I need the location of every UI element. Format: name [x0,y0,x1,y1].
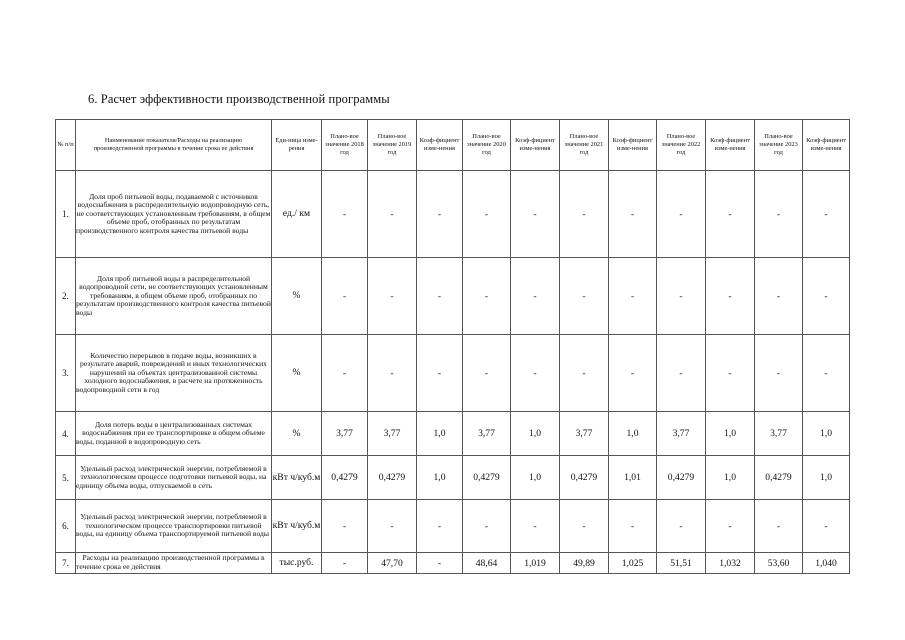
cell-value: 0,4279 [755,456,803,500]
cell-value: - [417,171,463,258]
row-number: 4. [56,412,76,456]
cell-value: 0,4279 [463,456,511,500]
header-name: Наименование показателя/Расходы на реализацию производственной программы в течение срока ее действия [76,120,272,171]
header-coef-2023: Коэф-фициент изме-нения [803,120,850,171]
cell-value: - [463,335,511,412]
cell-value: - [609,171,657,258]
row-unit: кВт ч/куб.м [272,456,322,500]
row-unit: % [272,335,322,412]
cell-value: - [368,500,417,553]
header-unit: Еди-ница изме-рения [272,120,322,171]
cell-value: 3,77 [322,412,368,456]
cell-value: - [803,335,850,412]
cell-value: 47,70 [368,553,417,574]
cell-value: - [609,258,657,335]
cell-value: - [560,171,609,258]
row-name: Удельный расход электрической энергии, потребляемой в технологическом процессе транспортировки питьевой воды, на единицу объема транспортируемой питьевой воды [76,500,272,553]
cell-value: - [322,335,368,412]
cell-value: - [657,171,706,258]
row-unit: ед./ км [272,171,322,258]
cell-value: 0,4279 [322,456,368,500]
table-row [56,500,850,553]
cell-value: 49,89 [560,553,609,574]
cell-value: - [706,258,755,335]
cell-value: - [803,258,850,335]
cell-value: - [511,258,560,335]
page-title: 6. Расчет эффективности производственной программы [88,92,390,106]
cell-value: 0,4279 [368,456,417,500]
row-unit: кВт ч/куб.м [272,500,322,553]
cell-value: - [755,171,803,258]
cell-value: 3,77 [657,412,706,456]
header-plan-2023: Плано-вое значение 2023 год [755,120,803,171]
header-plan-2022: Плано-вое значение 2022 год [657,120,706,171]
cell-value: - [511,171,560,258]
cell-value: 48,64 [463,553,511,574]
cell-value: - [706,500,755,553]
cell-value: - [657,258,706,335]
cell-value: - [463,171,511,258]
cell-value: 3,77 [368,412,417,456]
row-unit: тыс.руб. [272,553,322,574]
cell-value: - [657,500,706,553]
cell-value: - [463,500,511,553]
cell-value: - [755,500,803,553]
cell-value: - [417,500,463,553]
table-row [56,258,850,335]
table-row [56,456,850,500]
cell-value: 1,025 [609,553,657,574]
cell-value: 3,77 [463,412,511,456]
row-number: 1. [56,171,76,258]
row-name: Удельный расход электрической энергии, потребляемой в технологическом процессе подготовки питьевой воды, на единицу объема воды, отпускаемой в сеть [76,456,272,500]
row-name: Количество перерывов в подаче воды, возникших в результате аварий, повреждений и иных технологических нарушений на объектах централизованной системы холодного водоснабжения, в расчете на протяженность водопроводной сети в год [76,335,272,412]
cell-value: - [609,335,657,412]
cell-value: 51,51 [657,553,706,574]
table-row [56,412,850,456]
cell-value: 1,0 [417,456,463,500]
cell-value: - [803,171,850,258]
row-unit: % [272,258,322,335]
cell-value: - [463,258,511,335]
cell-value: - [755,258,803,335]
cell-value: - [511,500,560,553]
cell-value: - [322,500,368,553]
header-coef-2019: Коэф-фициент изме-нения [417,120,463,171]
cell-value: - [803,500,850,553]
cell-value: 3,77 [755,412,803,456]
cell-value: 1,0 [417,412,463,456]
cell-value: - [417,258,463,335]
cell-value: - [755,335,803,412]
cell-value: 1,0 [803,412,850,456]
row-name: Доля проб питьевой воды, подаваемой с источников водоснабжения в распределительную водопроводную сеть, не соответствующих установленным требованиям, в общем объеме проб, отобранных по результатам производственного контроля качества питьевой воды [76,171,272,258]
header-plan-2021: Плано-вое значение 2021 год [560,120,609,171]
table-row [56,553,850,574]
cell-value: - [706,171,755,258]
cell-value: - [560,258,609,335]
row-number: 6. [56,500,76,553]
cell-value: - [417,553,463,574]
cell-value: - [560,335,609,412]
cell-value: 1,0 [803,456,850,500]
cell-value: - [322,258,368,335]
cell-value: 0,4279 [657,456,706,500]
cell-value: 3,77 [560,412,609,456]
table-row [56,171,850,258]
row-name: Расходы на реализацию производственной программы в течение срока ее действия [76,553,272,574]
cell-value: 1,040 [803,553,850,574]
table-header-row [56,120,850,171]
row-number: 7. [56,553,76,574]
row-name: Доля потерь воды в централизованных системах водоснабжения при ее транспортировке в общем объеме воды, поданной в водопроводную сеть [76,412,272,456]
cell-value: 1,01 [609,456,657,500]
header-plan-2019: Плано-вое значение 2019 год [368,120,417,171]
cell-value: - [368,258,417,335]
cell-value: 1,0 [706,456,755,500]
row-number: 5. [56,456,76,500]
cell-value: - [609,500,657,553]
header-plan-2018: Плано-вое значение 2018 год [322,120,368,171]
row-unit: % [272,412,322,456]
row-name: Доля проб питьевой воды в распределительной водопроводной сети, не соответствующих установленным требованиям, в общем объеме проб, отобранных по результатам производственного контроля качества питьевой воды [76,258,272,335]
cell-value: 0,4279 [560,456,609,500]
cell-value: - [657,335,706,412]
header-num: № п/п [56,120,76,171]
header-coef-2021: Коэф-фициент изме-нения [609,120,657,171]
cell-value: - [322,171,368,258]
cell-value: 1,019 [511,553,560,574]
cell-value: - [368,335,417,412]
cell-value: - [511,335,560,412]
cell-value: 53,60 [755,553,803,574]
efficiency-table [55,119,850,574]
table-row [56,335,850,412]
cell-value: - [560,500,609,553]
cell-value: 1,0 [706,412,755,456]
cell-value: - [322,553,368,574]
header-coef-2022: Коэф-фициент изме-нения [706,120,755,171]
cell-value: - [706,335,755,412]
header-coef-2020: Коэф-фициент изме-нения [511,120,560,171]
header-plan-2020: Плано-вое значение 2020 год [463,120,511,171]
cell-value: 1,0 [609,412,657,456]
row-number: 2. [56,258,76,335]
row-number: 3. [56,335,76,412]
cell-value: - [417,335,463,412]
cell-value: 1,032 [706,553,755,574]
cell-value: 1,0 [511,456,560,500]
cell-value: 1,0 [511,412,560,456]
cell-value: - [368,171,417,258]
